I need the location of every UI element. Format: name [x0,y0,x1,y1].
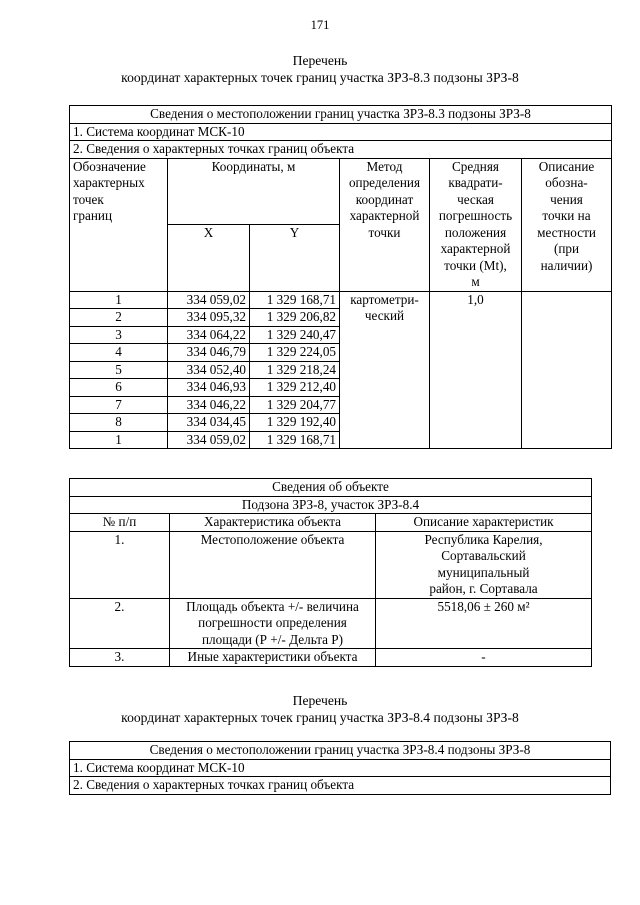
row-number: 1. [70,531,170,598]
point-x: 334 046,22 [168,396,250,414]
point-id: 1 [70,291,168,309]
error-value: 1,0 [430,291,522,449]
table-header: Сведения о местоположении границ участка ЗРЗ-8.3 подзоны ЗРЗ-8 [70,106,612,124]
method-value: картометри- ческий [340,291,430,449]
coordinates-table-8-4 [69,741,611,795]
object-info-table [69,478,592,667]
table-row [70,649,592,667]
table-row [70,598,592,649]
point-y: 1 329 240,47 [250,326,340,344]
point-x: 334 059,02 [168,291,250,309]
point-x: 334 034,45 [168,414,250,432]
list-title: Перечень [292,693,348,708]
table-header: Сведения о местоположении границ участка ЗРЗ-8.4 подзоны ЗРЗ-8 [70,742,611,760]
col-header-x: X [168,225,250,292]
point-x: 334 059,02 [168,431,250,449]
table-subheader: Подзона ЗРЗ-8, участок ЗРЗ-8.4 [70,496,592,514]
col-header-error: Средняя квадрати- ческая погрешность положения характерной точки (Mt), м [430,158,522,291]
row-description: 5518,06 ± 260 м² [376,598,592,649]
point-id: 7 [70,396,168,414]
row-characteristic: Площадь объекта +/- величина погрешности определения площади (Р +/- Дельта Р) [170,598,376,649]
col-header-number: № п/п [70,514,170,532]
row-number: 2. [70,598,170,649]
section-coordinate-system: 1. Система координат МСК-10 [70,759,611,777]
col-header-point: Обозначение характерных точек границ [70,158,168,291]
row-characteristic: Местоположение объекта [170,531,376,598]
table-header: Сведения об объекте [70,479,592,497]
point-x: 334 052,40 [168,361,250,379]
point-x: 334 095,32 [168,309,250,327]
point-x: 334 046,79 [168,344,250,362]
list-title: Перечень [292,53,348,68]
point-y: 1 329 224,05 [250,344,340,362]
point-id: 8 [70,414,168,432]
row-characteristic: Иные характеристики объекта [170,649,376,667]
col-header-coords: Координаты, м [168,158,340,225]
table-row [70,531,592,598]
list-heading-8-4 [0,692,640,726]
list-heading-8-3 [0,52,640,86]
col-header-y: Y [250,225,340,292]
point-y: 1 329 218,24 [250,361,340,379]
col-header-description: Описание обозна- чения точки на местности (при наличии) [522,158,612,291]
point-id: 6 [70,379,168,397]
point-x: 334 064,22 [168,326,250,344]
point-id: 5 [70,361,168,379]
point-y: 1 329 206,82 [250,309,340,327]
section-points: 2. Сведения о характерных точках границ объекта [70,141,612,159]
section-points: 2. Сведения о характерных точках границ объекта [70,777,611,795]
point-y: 1 329 168,71 [250,291,340,309]
point-id: 1 [70,431,168,449]
list-subtitle: координат характерных точек границ участка ЗРЗ-8.4 подзоны ЗРЗ-8 [121,710,519,725]
row-number: 3. [70,649,170,667]
table-row [70,291,612,309]
section-coordinate-system: 1. Система координат МСК-10 [70,123,612,141]
row-description: - [376,649,592,667]
page-number: 171 [310,18,330,32]
point-id: 4 [70,344,168,362]
point-y: 1 329 192,40 [250,414,340,432]
point-y: 1 329 212,40 [250,379,340,397]
description-value [522,291,612,449]
col-header-description: Описание характеристик [376,514,592,532]
point-id: 2 [70,309,168,327]
point-y: 1 329 204,77 [250,396,340,414]
row-description: Республика Карелия, Сортавальский муниципальный район, г. Сортавала [376,531,592,598]
col-header-method: Метод определения координат характерной точки [340,158,430,291]
point-x: 334 046,93 [168,379,250,397]
col-header-characteristic: Характеристика объекта [170,514,376,532]
point-y: 1 329 168,71 [250,431,340,449]
list-subtitle: координат характерных точек границ участка ЗРЗ-8.3 подзоны ЗРЗ-8 [121,70,519,85]
point-id: 3 [70,326,168,344]
coordinates-table-8-3 [69,105,612,449]
